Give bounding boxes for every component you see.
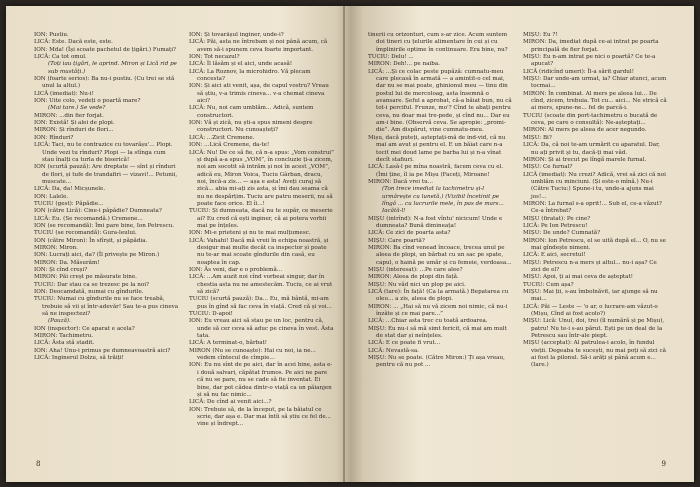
dialogue-line: ION (scurtă pauză): Are dreptate — sînt și rînduri de flori, și tufe de trandafiri — vizavi!... Petunii, muscate...	[34, 164, 178, 185]
left-page-column-1	[34, 32, 179, 452]
dialogue-line: MIRON: Și ai trecut pe lîngă marele furnal.	[523, 156, 647, 163]
dialogue-line: ION (foarte serios): Ba nu-i pustiu. (Cu trei se stă unul la altul.)	[34, 76, 175, 90]
dialogue-line: LICĂ: ...Am auzit noi cînd vorbeai singur, dar în chestia asta nu ne amestecăm. Tuciu, ce ai vrut să zică?	[189, 274, 333, 296]
dialogue-line: MIȘU: Eu nu-i să mă simt fericit, că mai am mult de stat dar și neînțeles.	[368, 325, 507, 340]
dialogue-line: TUCIU (scoate din port-tachimetru o bucată de ceva, pe care o consultă): Ne-așteptați...	[523, 112, 658, 127]
dialogue-line: MIRON (Nu se cunoaște): Hai cu noi, ia ne... vedem cîntecul de cîmpie...	[189, 347, 316, 362]
dialogue-line: MIȘU: Ce furnal?	[523, 164, 573, 171]
dialogue-line: LICĂ: Inginerul Dolzu, să trăiți!	[34, 355, 124, 362]
dialogue-line: ION: Eu nu sînt de pe aici, dar în acei bine, asta e-i două salvari, căpătat frumos. Pe aici ne pare că nu se pare, nu se cade să fie inventat. Ei bine, dar pot cădea dintr-o viață ca un păianjen și să nu fac nimic...	[189, 362, 333, 398]
dialogue-line: Mișu, dacă puteți, așteptați-mă de ind-vid, că nu mai am avut și pentru el. E un băiat care n-a tocit mei doud lame pe barba lui și n-a vînat decît stafiuri.	[368, 134, 506, 163]
dialogue-line: TUCIU: Cum așa?	[523, 281, 574, 288]
dialogue-line: tinerii cu orizonturi, cum s-ar zice. Acum suntem doi tineri cu țelurile alimentare în cui și cu împlinirile optime în continuare. Era bine, nu?	[368, 32, 508, 53]
dialogue-line: MIRON: Ion Petrescu, el se uită după el... O, nu se mai gîndește nimeni.	[523, 237, 666, 251]
dialogue-line: MIȘU (intrînd): N-a fost vîntu' nicicum! Unde e dumneata? Bună dimineața!	[368, 215, 503, 229]
dialogue-line: TUCIU (gest): Păpădie...	[34, 200, 104, 207]
dialogue-line: (Toți iau țigări, le aprind. Miron și Lică rid pe sub mustăți.)	[48, 61, 177, 75]
dialogue-line: MIȘU: Nu văd nici un plop pe aici.	[368, 281, 466, 288]
dialogue-line: ION: Există! Și alei de plopi.	[34, 120, 115, 127]
dialogue-line: LICĂ (imediat): Nu-i!	[34, 90, 94, 97]
dialogue-line: LICĂ: Vahahi! Dacă mă vreii în echipa noastră, și desigur mai multe decât ca inspector și poate nu te-ar mai scoate gîndurile din casă, eu noaptea în cap.	[189, 237, 329, 266]
dialogue-line: (Ton trece imediat la tachimetru și-l urmărește cu lunetă.) (Vizibil încetinit pe lîngă ... cu lucrurile mele, în pas de mars... Iacătă-l!	[382, 186, 504, 215]
dialogue-line: ION: Și aici ati venit, așa, de capul vostru? Vreau să știu, v-a trimis cineva... v-a chemat cineva aici?	[189, 83, 329, 105]
dialogue-line: ION: Mi-e prieteni și nu te mai mulțumesc.	[189, 230, 311, 237]
dialogue-line: MIRON: Dacă vrei tu...	[368, 178, 434, 185]
dialogue-line: MIȘU: Petrescu n-a mers și altul... nu-i așa? Ce zici de el?	[523, 259, 657, 273]
dialogue-line: ION: Lucrați aici, da? (Îl privește pe Miron.)	[34, 252, 160, 259]
dialogue-line: (Pauză).	[48, 318, 71, 325]
dialogue-line: ION: ...Lică Cremene, da-te!	[189, 142, 270, 149]
dialogue-line: LICĂ: Ăsta stă stadit.	[34, 340, 95, 347]
dialogue-line: TUCIU: D-apoi!	[189, 311, 233, 318]
dialogue-line: MIRON: Da, imediat după ce-ai intrat pe poarta principală de fier forjat.	[523, 39, 659, 53]
dialogue-line: LICĂ: Nu! De ce să fie, că n-a spus: „Vom construi” și după a-a spus „VOM”, în concluzie ți-a zicem, noi am socotit să intrăm și noi în acest „VOM”, adică eu, Miron Voica, Tuciu Gârban, dracu, noi, încă-a zis... — așa e asta! Aveți curaj să zică... abia mi-ați zis asta, și îmi dau seama că nu ne despărțim. Tuciu are patru meserii, nu să poate face orice. El îi...!	[189, 149, 334, 207]
dialogue-line: LICĂ (tare): În față! (Ca la armată.) Bepatarea cu oleu... a zis, aleea de plopi.	[368, 289, 509, 303]
dialogue-line: LICĂ: Păi, asta ne întrebam și noi până acum, că avem să-i spunem ceva foarte important.	[189, 39, 328, 53]
dialogue-line: LICĂ: Îl lăsăm și el aici, unde acasă!	[189, 61, 293, 68]
dialogue-line: ION: Aha! Unu-i primus pe dumneavoastră aici?	[34, 347, 171, 354]
dialogue-line: LICĂ: Ca tot omul.	[34, 54, 87, 61]
dialogue-line: MIRON: Da. Măsurăm!	[34, 259, 100, 266]
dialogue-line: ION: Lalele.	[34, 193, 69, 200]
dialogue-line: LICĂ: De cînd ai venit aici...?	[189, 399, 272, 406]
left-page	[6, 6, 350, 482]
dialogue-line: MIRON: Păi creșt pe măsurate bine.	[34, 274, 137, 281]
dialogue-line: LICĂ: Nevastă-sa.	[368, 347, 419, 354]
dialogue-line: ION: Deocamdată, numai cu gîndurile.	[34, 289, 144, 296]
dialogue-line: MIRON: Deh!... pe naiba.	[368, 61, 440, 68]
dialogue-line: ION: Și tovarășul inginer, unde-i?	[189, 32, 284, 38]
dialogue-line: LICĂ: Eu. (Se recomandă.) Cremene...	[34, 215, 143, 222]
dialogue-line: ION: Vă și zică, nu ști-a spus nimeni despre constructori. Nu cunoașteți?	[189, 120, 313, 134]
dialogue-line: MIȘU: Care poartă?	[368, 237, 425, 244]
dialogue-line: LICĂ: Ce zici de poarta asta?	[368, 230, 451, 237]
dialogue-line: MIȘU: Nu se poate. (Către Miron:) Ți așa vreau, pentru că nu pot ...	[368, 355, 505, 369]
dialogue-line: MIRON: În combinat. Al mers pe aleea lui... De cînd, zicem, trebuia. Tot cu... aici... Ne strică că ai mers, spune-ne... fel de parcă-i.	[523, 90, 667, 112]
dialogue-line: MIȘU: Eu ?!	[523, 32, 558, 38]
dialogue-line: LICĂ: Taci, nu te contrazice cu tovarășu'... Plopi. Unde vezi tu rînduri? Plopi — la stînga cum stau înalți ca turla de biserică!	[34, 142, 173, 163]
right-page-columns	[368, 32, 668, 452]
dialogue-line: MIRON: La furnal s-a oprit!... Sub el, ce-a văzut? Ce-a întrebat?	[523, 200, 662, 215]
dialogue-line: MIȘU: Eu n-am intrat pe nici o poartă? Ce te-a apucat?	[523, 54, 656, 68]
dialogue-line: MIRON: ...din fier forjat.	[34, 112, 104, 119]
dialogue-line: ION: Trebuie să, de la început, pe la băiatul ce scrie, dar așa e. Dar mai întîi să știu ce fel de... vine și îndrept...	[189, 406, 332, 428]
left-page-columns	[34, 32, 334, 452]
dialogue-line: ION: Rînduri?	[34, 134, 74, 141]
dialogue-line: MIȘU: Mai ții, s-au îmbolnăvit, iar ajunge să nu mai...	[523, 289, 658, 303]
dialogue-line: MIRON: Și rînduri de flori...	[34, 127, 114, 134]
dialogue-line: LICĂ: E ce poate fi vrut...	[368, 340, 441, 347]
dialogue-line: LICĂ (ridicînd umeri): Îl-a sărit gardul!	[523, 68, 634, 75]
right-page-column-2	[523, 32, 668, 452]
dialogue-line: MIȘU: Lică: Unul, doi, trei (îl numără și pe Mișu), patru! Nu te-i s-au părut. Ești pe un deal de la Petrescu sau într-ale piept.	[523, 318, 665, 340]
dialogue-line: (Mai tare.) Se vede?	[48, 105, 106, 112]
dialogue-line: ION: Eu vreau aici să stau pe un loc, pentru că, unde să cer ceva să aduc pe cineva în vest. Ăsta tata.	[189, 318, 334, 340]
dialogue-line: TUCIU: Delu! ...	[368, 54, 414, 61]
dialogue-line: MIȘU: Apoi, ți ai mai ceva de așteptat!	[523, 274, 634, 281]
dialogue-line: LICĂ: Da, da! Micșunele.	[34, 186, 106, 193]
dialogue-line: MIȘU (acceptat): Al patrulea-i acolo, în fundul vieții. Degeaba te sucești, nu mai poți să zici că ai fost la pilonul. Să-i arăți și până acum e... (Iare.)	[523, 340, 666, 369]
dialogue-line: MIȘU: De unde? Cumnată?	[523, 230, 601, 237]
dialogue-line: MIȘU: Dar unde-am urmat, ia? Chiar atunci, acum tocmai...	[523, 76, 667, 90]
page-number-left: 8	[36, 459, 41, 468]
dialogue-line: LICĂ: Este. Dacă este, este.	[34, 39, 113, 46]
right-page-column-1	[368, 32, 513, 452]
dialogue-line: ION (către Lică): Cine-i păpădie? Dumneata?	[34, 208, 162, 215]
dialogue-line: ION: Mda! (Își scoate pachetul de țigări.) Fumați?	[34, 46, 177, 53]
left-page-column-2	[189, 32, 334, 452]
dialogue-line: MIRON: Aleea de plopi din față.	[368, 274, 459, 281]
dialogue-line: LICĂ: Păi — Leste — 'o ar, o lucrare-am văzut-o (Mișu, Cînd ai fost acolo?)	[523, 303, 658, 318]
dialogue-line: ION: Pustiu.	[34, 32, 69, 38]
dialogue-line: ION: Tot necazul?	[189, 54, 240, 61]
dialogue-line: ION: Și cînd creși?	[34, 267, 88, 273]
dialogue-line: LICĂ: ...Și ce colac peste pupăză: cumnatu-meu care plecasă în armată — a amintit-o cel mai, dar nu se mai poate, ghinionul meu — tinu din postul lui de mercoloag, asta însemnă o avansare. Șeful a aprobat, că-a băiat bun, nu că tot-i perciful. Frunze, mo'? Cînd te abați pentru ceva, nu doar mai tre-pede, și cînd nu... Dar eu am-i bine. (Observă ceva. Se apropie: „promi-die”. Am dispărut, vine cumnatu-meu.	[368, 68, 512, 134]
dialogue-line: MIRON: ... „Hai să nu vă zicem noi nimic, că nu-i înzâte și ce mai pare...”	[368, 303, 508, 318]
dialogue-line: ION (inspector): Ce aparat e acela?	[34, 325, 135, 332]
dialogue-line: LICĂ: La Roznov, la microhidro. Vă plecam concesta?	[189, 68, 311, 83]
dialogue-line: LICĂ: Lasă-l pe mîna noastră, facem ceva cu el. (Îmi ține, îl ia pe Mișu (Faceți, Miroane!	[368, 164, 504, 178]
dialogue-line: MIȘU (interesat): ...Pe care alee?	[368, 267, 463, 273]
dialogue-line: ION (către Miron): În sfîrșit, și păpădia.	[34, 237, 148, 244]
dialogue-line: TUCIU: Și dumneata, dacă nu te supăr, ce meserie ai? Eu cred că ești inginer, că ai potera vorbii mai pe înțeles.	[189, 208, 333, 229]
dialogue-line: TUCIU (scurtă pauză): Da... Eu, mă bântă, mi-am pus în gînd să fac ceva în viață. Cred că și voi...	[189, 296, 332, 310]
dialogue-line: MIRON: Al mers pe aleea de acer negundo.	[523, 127, 647, 134]
dialogue-line: LICĂ: Pe Ion Petrescu!	[523, 222, 588, 229]
dialogue-line: MIRON: Tachimetru.	[34, 333, 94, 340]
dialogue-line: LICĂ: ...Zicit Cremene.	[189, 134, 255, 141]
dialogue-line: TUCIU: Dar stau ca se trezesc pe la noi?	[34, 281, 150, 288]
book-spine	[343, 6, 345, 482]
dialogue-line: MIȘU: Bi?	[523, 134, 552, 141]
open-book	[6, 6, 694, 482]
dialogue-line: LICĂ: ...Chiar asta trec cu toată ardoarea.	[368, 318, 488, 325]
dialogue-line: ION: Uite colo, vedeți o poartă mare?	[34, 98, 141, 105]
dialogue-line: LICĂ: Nu, noi cam umblăm... Adică, suntem constructori.	[189, 105, 314, 119]
dialogue-line: LICĂ (imediat): Nu crezi? Adică, vrei să zici că noi umblăm cu minciuni. (Și este-o mînă.) Nu-i (Către Tuciu:) Spune-i tu, unde-a ajuns mai jos!...	[523, 171, 666, 200]
dialogue-line: LICĂ: A terminat-o, bărbat!	[189, 340, 268, 347]
right-page	[350, 6, 694, 482]
dialogue-line: TUCIU: Numai cu gîndurile nu se face treabă, trebuie să vii și într-adevăr! Sau te-a pus cineva să ne inspectezi?	[34, 296, 179, 318]
dialogue-line: MIRON: Miron.	[34, 244, 79, 251]
dialogue-line: ION (se recomandă): Îmi pare bine, Ion Petrescu.	[34, 222, 175, 229]
dialogue-line: LICĂ: Da, că noi te-am urmărit cu aparatul. Dar, nu ați privit și tu, dacă-ți mai văd.	[523, 142, 660, 156]
dialogue-line: MIRON: Ba cînd venead încoace, trecea unul pe aleea de plopi, un bărbat cu un sac pe spate, capul, o haină pe umăr și cu femeie, verdoasa...	[368, 244, 512, 266]
dialogue-line: MIȘU (firatat): Pe cine?	[523, 215, 591, 222]
page-number-right: 9	[661, 459, 666, 468]
dialogue-line: TUCIU (se recomandă): Gura-leului.	[34, 230, 137, 237]
dialogue-line: ION: Ăs veni, dar e o problemă...	[189, 267, 283, 273]
dialogue-line: LICĂ: E aici, secretul!	[523, 252, 586, 259]
